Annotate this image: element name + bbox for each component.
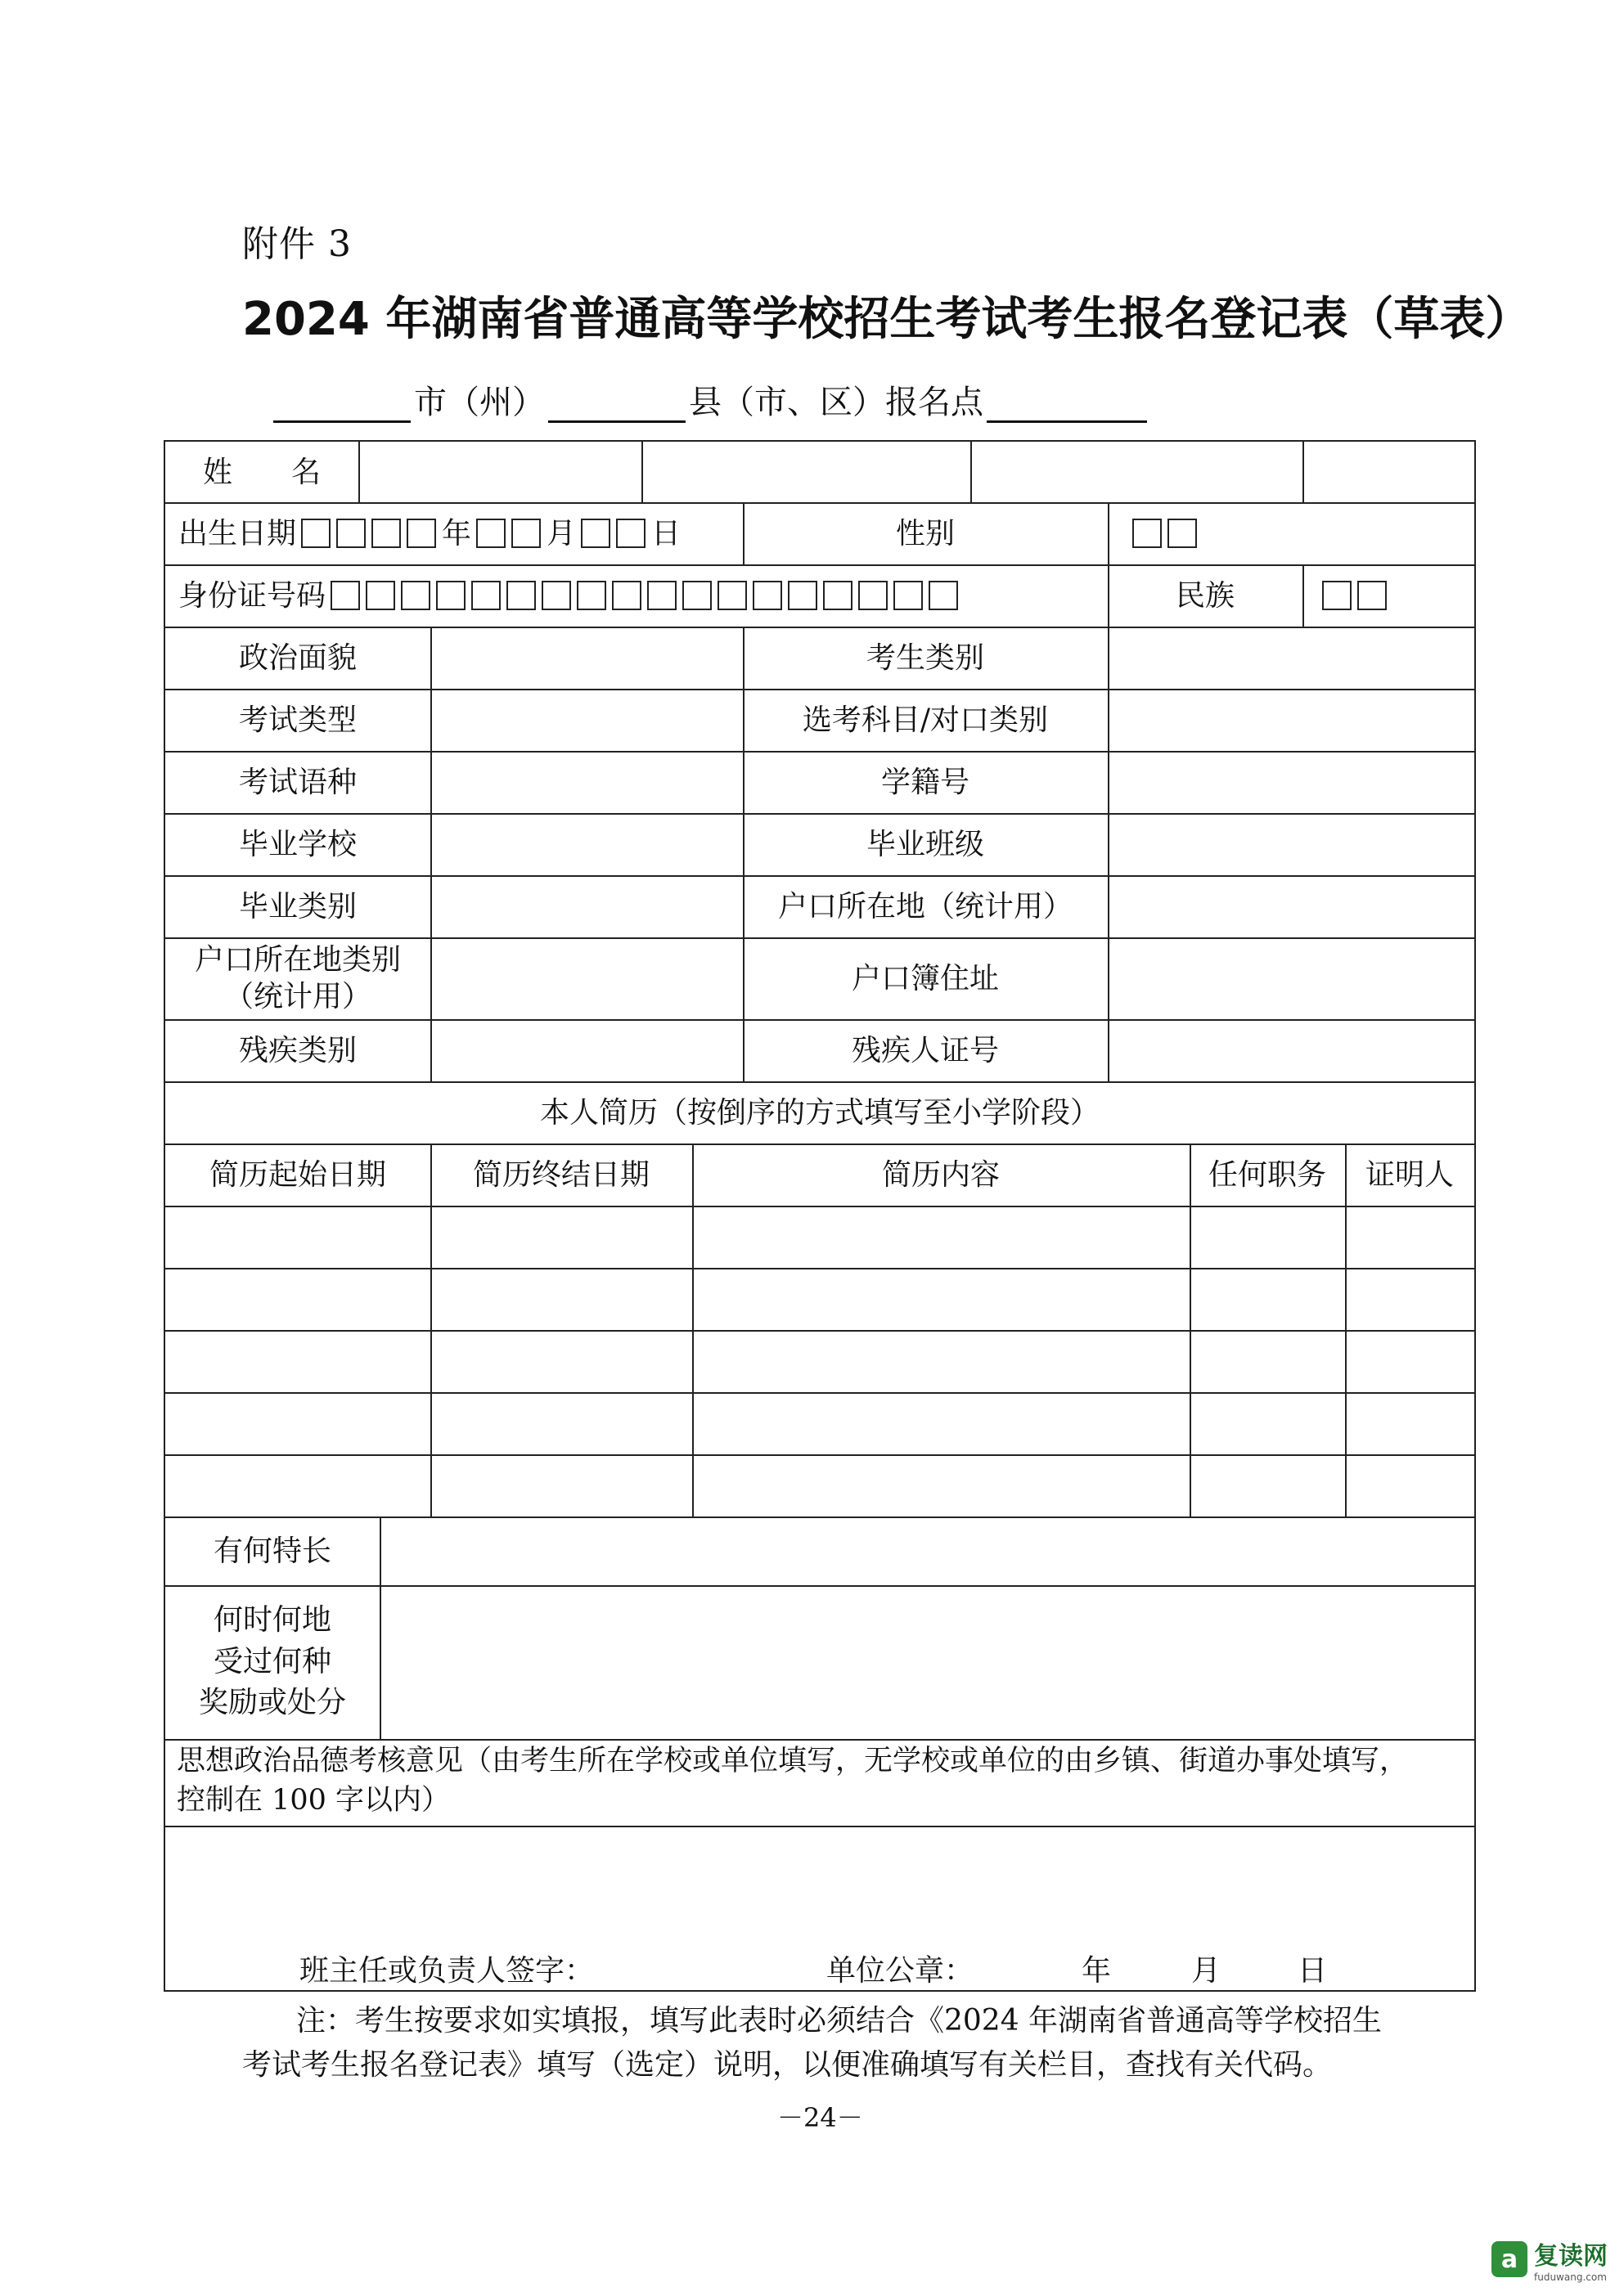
specialty-label: 有何特长 xyxy=(213,1534,331,1568)
birth-date-label: 出生日期 xyxy=(178,516,297,550)
sign-month-label: 月 xyxy=(1190,1953,1221,1988)
form-title: 2024 年湖南省普通高等学校招生考试考生报名登记表（草表） xyxy=(242,293,1532,346)
registration-form-table xyxy=(164,440,1476,1992)
resume-end-header: 简历终结日期 xyxy=(472,1157,650,1192)
name-field[interactable] xyxy=(358,442,641,502)
household-address-field[interactable] xyxy=(1108,937,1474,1019)
household-location-field[interactable] xyxy=(1108,875,1474,937)
political-status-label: 政治面貌 xyxy=(238,640,357,675)
ethnic-label: 民族 xyxy=(1175,578,1235,613)
awards-label: 何时何地 受过何种 奖励或处分 xyxy=(198,1603,346,1720)
disability-category-label: 残疾类别 xyxy=(238,1033,357,1067)
exam-language-label: 考试语种 xyxy=(238,765,357,799)
gender-label: 性别 xyxy=(895,516,955,550)
graduate-class-field[interactable] xyxy=(1108,813,1474,875)
disability-cert-label: 残疾人证号 xyxy=(851,1033,999,1067)
sign-day-label: 日 xyxy=(1297,1953,1327,1988)
political-status-field[interactable] xyxy=(430,627,743,689)
resume-row[interactable] xyxy=(165,1392,1474,1454)
resume-position-header: 任何职务 xyxy=(1208,1157,1326,1192)
annex-label: 附件 3 xyxy=(242,223,352,265)
household-category-label: 户口所在地类别 （统计用） xyxy=(194,943,401,1013)
resume-content-header: 简历内容 xyxy=(881,1157,1000,1192)
county-label: 县（市、区）报名点 xyxy=(689,384,983,421)
moral-assessment-title: 思想政治品德考核意见（由考生所在学校或单位填写，无学校或单位的由乡镇、街道办事处填写， xyxy=(177,1745,1409,1778)
student-number-label: 学籍号 xyxy=(880,765,969,799)
graduate-category-field[interactable] xyxy=(430,875,743,937)
resume-title: 本人简历（按倒序的方式填写至小学阶段） xyxy=(539,1095,1100,1130)
graduate-school-label: 毕业学校 xyxy=(238,827,357,861)
gender-field[interactable] xyxy=(1108,502,1474,564)
birth-date-field[interactable] xyxy=(165,502,743,564)
elective-subject-label: 选考科目/对口类别 xyxy=(802,703,1049,737)
graduate-category-label: 毕业类别 xyxy=(238,889,357,923)
signature-label: 班主任或负责人签字： xyxy=(299,1953,595,1988)
id-number-label: 身份证号码 xyxy=(178,578,326,613)
note-line-2: 考试考生报名登记表》填写（选定）说明，以便准确填写有关栏目，查找有关代码。 xyxy=(242,2048,1333,2082)
birth-month-label: 月 xyxy=(547,516,577,550)
specialty-field[interactable] xyxy=(380,1516,1474,1585)
household-address-label: 户口簿住址 xyxy=(851,961,999,995)
resume-row[interactable] xyxy=(165,1206,1474,1268)
city-label: 市（州） xyxy=(414,384,545,421)
elective-subject-field[interactable] xyxy=(1108,689,1474,751)
resume-row[interactable] xyxy=(165,1454,1474,1516)
candidate-type-label: 考生类别 xyxy=(866,640,984,675)
moral-assessment-field[interactable] xyxy=(165,1827,1474,1950)
brand-name: 复读网 xyxy=(1534,2242,1608,2271)
resume-witness-header: 证明人 xyxy=(1365,1157,1454,1192)
awards-field[interactable] xyxy=(380,1585,1474,1739)
city-blank[interactable] xyxy=(273,386,411,423)
name-field-3[interactable] xyxy=(970,442,1302,502)
household-location-label: 户口所在地（统计用） xyxy=(777,889,1073,923)
county-blank[interactable] xyxy=(548,386,686,423)
sign-year-label: 年 xyxy=(1081,1953,1111,1988)
name-label: 姓 名 xyxy=(202,455,321,489)
resume-row[interactable] xyxy=(165,1268,1474,1330)
moral-assessment-title-2: 控制在 100 字以内） xyxy=(177,1784,451,1817)
birth-year-label: 年 xyxy=(442,516,472,550)
brand-url: fuduwang.com xyxy=(1534,2271,1607,2283)
id-number-field[interactable] xyxy=(165,564,1108,627)
name-field-2[interactable] xyxy=(641,442,970,502)
candidate-type-field[interactable] xyxy=(1108,627,1474,689)
student-number-field[interactable] xyxy=(1108,751,1474,813)
graduate-class-label: 毕业班级 xyxy=(866,827,984,861)
page-number: －24－ xyxy=(777,2102,863,2133)
exam-type-label: 考试类型 xyxy=(238,703,357,737)
exam-language-field[interactable] xyxy=(430,751,743,813)
brand-logo-icon: a xyxy=(1491,2241,1527,2277)
site-watermark xyxy=(1491,2235,1608,2283)
resume-start-header: 简历起始日期 xyxy=(209,1157,386,1192)
birth-day-label: 日 xyxy=(651,516,682,550)
disability-cert-field[interactable] xyxy=(1108,1019,1474,1081)
location-line xyxy=(270,376,1150,423)
exam-type-field[interactable] xyxy=(430,689,743,751)
name-field-4[interactable] xyxy=(1302,442,1474,502)
graduate-school-field[interactable] xyxy=(430,813,743,875)
ethnic-field[interactable] xyxy=(1302,564,1474,627)
note-line-1: 注：考生按要求如实填报，填写此表时必须结合《2024 年湖南省普通高等学校招生 xyxy=(296,2004,1383,2038)
disability-category-field[interactable] xyxy=(430,1019,743,1081)
resume-row[interactable] xyxy=(165,1330,1474,1392)
seal-label: 单位公章： xyxy=(826,1953,974,1988)
site-blank[interactable] xyxy=(987,386,1147,423)
household-category-field[interactable] xyxy=(430,937,743,1019)
